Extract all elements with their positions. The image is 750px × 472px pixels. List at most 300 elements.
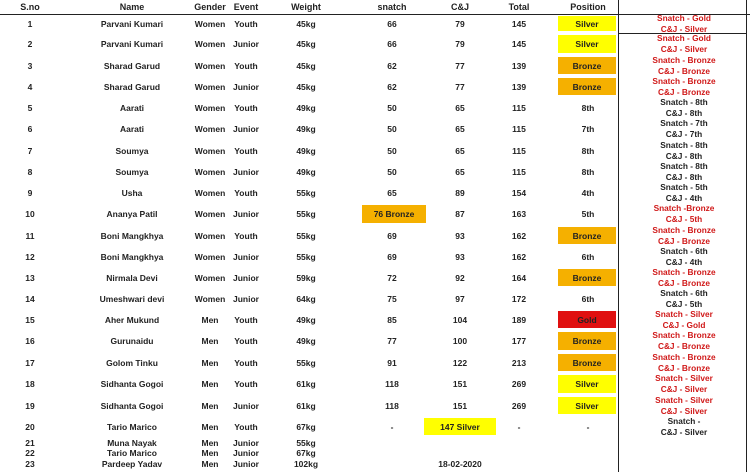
cell-sno: 10 <box>25 209 35 219</box>
cell-cj: 122 <box>452 357 468 368</box>
cell-gender: Men <box>201 400 219 411</box>
table-row <box>0 161 618 182</box>
cell-event: Youth <box>234 60 258 71</box>
table-row <box>0 437 618 448</box>
cell-sno: 15 <box>25 314 35 325</box>
cell-gender: Men <box>201 357 219 368</box>
cell-gender: Men <box>201 379 219 389</box>
cell-cj: 87 <box>455 209 465 219</box>
remark-cell <box>622 55 746 76</box>
header-gender: Gender <box>188 0 232 15</box>
remark-cj: C&J - 4th <box>665 256 703 267</box>
cell-name: Gurunaidu <box>110 336 154 346</box>
remark-snatch: Snatch - Silver <box>655 373 713 383</box>
cell-position: Bronze <box>558 332 616 350</box>
remark-snatch: Snatch - Bronze <box>652 54 716 65</box>
remark-cj: C&J - 7th <box>665 129 703 139</box>
cell-total: 163 <box>511 209 527 219</box>
cell-weight: 102kg <box>293 459 319 469</box>
cell-sno: 19 <box>25 400 35 411</box>
cell-gender: Women <box>194 102 226 113</box>
cell-snatch: 65 <box>387 187 397 198</box>
remark-snatch: Snatch - Bronze <box>652 330 716 340</box>
remark-cell <box>622 33 746 55</box>
header-snatch: snatch <box>362 0 422 15</box>
cell-snatch: 69 <box>387 251 397 262</box>
table-row <box>0 182 618 203</box>
cell-gender: Women <box>194 18 226 29</box>
cell-position: Silver <box>558 35 616 53</box>
cell-name: Tario Marico <box>107 448 157 458</box>
cell-event: Youth <box>234 18 258 29</box>
cell-event: Junior <box>233 166 259 177</box>
cell-weight: 55kg <box>296 357 316 368</box>
remark-snatch: Snatch - 8th <box>660 96 708 107</box>
cell-gender: Women <box>194 39 226 49</box>
cell-name: Aarati <box>119 102 145 113</box>
remark-snatch: Snatch - Bronze <box>652 351 716 362</box>
cell-name: Parvani Kumari <box>100 39 164 49</box>
cell-total: - <box>517 421 521 432</box>
cell-sno: 9 <box>27 187 33 198</box>
remark-cell <box>622 246 746 267</box>
remark-cell <box>622 330 746 352</box>
cell-name: Aher Mukund <box>104 314 160 325</box>
header-sno: S.no <box>10 0 50 15</box>
cell-cj: 104 <box>452 314 468 325</box>
cell-position: Silver <box>558 375 616 393</box>
remark-cell <box>622 373 746 395</box>
cell-snatch <box>362 458 422 470</box>
cell-event: Youth <box>234 357 258 368</box>
table-row <box>0 288 618 309</box>
remark-cj: C&J - Bronze <box>657 362 711 373</box>
cell-weight: 49kg <box>296 124 316 134</box>
grid-vline <box>746 0 747 472</box>
table-row <box>0 118 618 140</box>
cell-total: 154 <box>511 187 527 198</box>
cell-event: Junior <box>233 124 259 134</box>
table-row <box>0 140 618 161</box>
cell-gender: Women <box>194 293 226 304</box>
remark-snatch: Snatch - Bronze <box>652 266 716 277</box>
remark-cj: C&J - Bronze <box>657 341 711 351</box>
cell-weight: 55kg <box>296 251 316 262</box>
cell-position: Bronze <box>558 78 616 95</box>
remark-snatch: Snatch - Silver <box>655 308 713 319</box>
cell-total: 162 <box>511 251 527 262</box>
table-row <box>0 395 618 416</box>
cell-name: Pardeep Yadav <box>101 459 163 469</box>
cell-gender: Men <box>201 459 219 469</box>
table-row <box>0 203 618 225</box>
cell-event: Youth <box>234 379 258 389</box>
cell-sno: 16 <box>25 336 35 346</box>
cell-cj: 77 <box>455 81 465 92</box>
cell-sno: 11 <box>25 230 35 241</box>
remark-cell <box>622 161 746 182</box>
cell-position: 8th <box>581 166 595 177</box>
cell-sno: 2 <box>27 39 33 49</box>
cell-gender: Men <box>201 448 219 458</box>
cell-position: Bronze <box>558 354 616 371</box>
cell-weight: 45kg <box>296 18 316 29</box>
cell-weight: 59kg <box>296 272 316 283</box>
table-row <box>0 458 618 470</box>
cell-gender: Women <box>194 251 226 262</box>
cell-cj: 92 <box>455 272 465 283</box>
cell-name: Sharad Garud <box>103 81 161 92</box>
cell-gender: Men <box>201 421 219 432</box>
cell-cj: 147 Silver <box>424 418 496 435</box>
cell-weight: 61kg <box>296 379 316 389</box>
cell-total: 139 <box>511 81 527 92</box>
cell-weight: 49kg <box>296 336 316 346</box>
header-event: Event <box>226 0 266 15</box>
cell-cj: 93 <box>455 230 465 241</box>
cell-sno: 5 <box>27 102 33 113</box>
cell-cj: 151 <box>452 379 468 389</box>
cell-sno: 4 <box>27 81 33 92</box>
cell-event: Junior <box>233 448 259 458</box>
remark-cj: C&J - Silver <box>660 384 708 394</box>
cell-name: Sharad Garud <box>103 60 161 71</box>
cell-total: 115 <box>512 166 526 177</box>
cell-gender: Women <box>194 124 226 134</box>
cell-sno: 23 <box>25 459 35 469</box>
cell-total: 145 <box>511 39 527 49</box>
remark-cell <box>622 416 746 437</box>
cell-cj <box>425 437 495 448</box>
cell-event: Youth <box>234 187 258 198</box>
cell-sno: 3 <box>27 60 33 71</box>
cell-name: Muna Nayak <box>107 437 157 448</box>
cell-event: Youth <box>234 421 258 432</box>
cell-position: Silver <box>558 397 616 414</box>
cell-name: Sidhanta Gogoi <box>100 400 164 411</box>
cell-sno: 8 <box>27 166 33 177</box>
remark-cell <box>622 203 746 225</box>
cell-position: 6th <box>581 251 595 262</box>
cell-weight: 45kg <box>296 60 316 71</box>
cell-snatch: 85 <box>387 314 397 325</box>
cell-gender: Women <box>194 166 226 177</box>
cell-weight: 45kg <box>296 39 316 49</box>
remark-cj: C&J - 8th <box>665 150 703 161</box>
remark-cell <box>622 267 746 288</box>
cell-gender: Men <box>201 437 219 448</box>
cell-weight: 55kg <box>296 187 316 198</box>
cell-snatch: 50 <box>387 166 397 177</box>
remark-cell <box>622 352 746 373</box>
cell-weight: 45kg <box>296 81 316 92</box>
remark-snatch: Snatch - 7th <box>660 118 708 128</box>
remark-snatch: Snatch - 6th <box>660 245 708 256</box>
cell-position: Silver <box>558 16 616 31</box>
cell-name: Tario Marico <box>107 421 157 432</box>
cell-position: Bronze <box>558 57 616 74</box>
remark-cj: C&J - Silver <box>660 23 708 34</box>
cell-sno: 13 <box>25 272 35 283</box>
cell-sno: 20 <box>25 421 35 432</box>
cell-cj: 65 <box>455 145 465 156</box>
cell-snatch: 50 <box>387 145 397 156</box>
cell-event: Junior <box>233 209 259 219</box>
table-row <box>0 416 618 437</box>
cell-position: 4th <box>581 187 595 198</box>
cell-total: 269 <box>511 400 527 411</box>
cell-name: Soumya <box>115 166 149 177</box>
cell-cj: 18-02-2020 <box>438 459 482 469</box>
cell-event: Junior <box>233 400 259 411</box>
cell-total <box>499 448 539 458</box>
cell-position: 5th <box>581 209 595 219</box>
remark-snatch: Snatch - 6th <box>660 287 708 298</box>
table-row <box>0 33 618 55</box>
table-row <box>0 14 618 33</box>
cell-gender: Women <box>194 60 226 71</box>
cell-snatch: 76 Bronze <box>362 205 426 223</box>
cell-name: Ananya Patil <box>106 209 158 219</box>
remark-cj: C&J - 8th <box>665 171 703 182</box>
cell-weight: 64kg <box>296 293 316 304</box>
remark-cell <box>622 182 746 203</box>
remark-cj: C&J - Bronze <box>657 277 711 288</box>
cell-cj: 79 <box>455 39 465 49</box>
header-position: Position <box>559 0 617 15</box>
cell-gender: Women <box>194 209 226 219</box>
cell-total: 139 <box>511 60 527 71</box>
cell-gender: Men <box>201 314 219 325</box>
table-row <box>0 246 618 267</box>
table-row <box>0 225 618 246</box>
cell-snatch: 62 <box>387 60 397 71</box>
cell-snatch: 72 <box>387 272 397 283</box>
cell-cj: 93 <box>455 251 465 262</box>
cell-position: Gold <box>558 311 616 328</box>
cell-total: 177 <box>511 336 527 346</box>
cell-gender: Women <box>194 187 226 198</box>
cell-name: Golom Tinku <box>106 357 158 368</box>
cell-name: Sidhanta Gogoi <box>100 379 164 389</box>
cell-event: Youth <box>234 145 258 156</box>
table-row <box>0 373 618 395</box>
cell-snatch: 77 <box>387 336 397 346</box>
cell-position <box>559 448 617 458</box>
table-row <box>0 330 618 352</box>
remark-cj: C&J - 5th <box>665 214 703 224</box>
cell-cj: 151 <box>452 400 468 411</box>
cell-event: Junior <box>233 272 259 283</box>
remark-cj: C&J - Silver <box>660 405 708 416</box>
cell-snatch: 75 <box>387 293 397 304</box>
cell-name: Boni Mangkhya <box>100 251 164 262</box>
remark-snatch: Snatch - 8th <box>660 160 708 171</box>
remark-snatch: Snatch - Silver <box>655 394 713 405</box>
cell-name: Usha <box>121 187 143 198</box>
table-row <box>0 76 618 97</box>
cell-weight: 49kg <box>296 102 316 113</box>
cell-weight: 55kg <box>296 437 316 448</box>
cell-event: Junior <box>233 437 259 448</box>
cell-cj: 65 <box>455 102 465 113</box>
cell-weight: 55kg <box>296 209 316 219</box>
cell-event: Youth <box>234 314 258 325</box>
cell-weight: 49kg <box>296 166 316 177</box>
cell-snatch <box>362 437 422 448</box>
cell-snatch: 66 <box>387 39 397 49</box>
cell-snatch: 91 <box>387 357 397 368</box>
cell-sno: 14 <box>25 293 35 304</box>
remark-cj: C&J - Bronze <box>657 235 711 246</box>
cell-position: Bronze <box>558 269 616 286</box>
remark-snatch: Snatch - Gold <box>657 33 711 43</box>
cell-name: Nirmala Devi <box>106 272 158 283</box>
cell-weight: 55kg <box>296 230 316 241</box>
cell-position: 7th <box>581 124 595 134</box>
cell-name: Umeshwari devi <box>99 293 165 304</box>
cell-total: 115 <box>512 124 526 134</box>
remark-cj: C&J - Silver <box>660 44 708 54</box>
cell-cj: 79 <box>455 18 465 29</box>
cell-total: 189 <box>511 314 527 325</box>
cell-gender: Women <box>194 230 226 241</box>
cell-total <box>499 458 539 470</box>
header-cj: C&J <box>425 0 495 15</box>
cell-weight: 67kg <box>296 421 316 432</box>
remark-snatch: Snatch - Bronze <box>652 75 716 86</box>
cell-gender: Women <box>194 145 226 156</box>
remark-cj: C&J - Bronze <box>657 65 711 76</box>
cell-sno: 6 <box>27 124 33 134</box>
table-row <box>0 97 618 118</box>
header-total: Total <box>499 0 539 15</box>
cell-weight: 49kg <box>296 145 316 156</box>
cell-sno: 1 <box>27 18 33 29</box>
cell-snatch: - <box>390 421 394 432</box>
cell-total: 115 <box>512 102 526 113</box>
cell-gender: Women <box>194 81 226 92</box>
remark-snatch: Snatch - 5th <box>660 181 708 192</box>
cell-position: Bronze <box>558 227 616 244</box>
table-row <box>0 352 618 373</box>
header-name: Name <box>72 0 192 15</box>
remark-cell <box>622 140 746 161</box>
cell-total: 269 <box>511 379 527 389</box>
cell-event: Youth <box>234 336 258 346</box>
cell-event: Junior <box>233 293 259 304</box>
table-row <box>0 309 618 330</box>
cell-total: 145 <box>511 18 527 29</box>
cell-snatch: 50 <box>387 124 397 134</box>
cell-snatch: 69 <box>387 230 397 241</box>
cell-position <box>559 437 617 448</box>
cell-name: Soumya <box>115 145 149 156</box>
remark-cell <box>622 288 746 309</box>
cell-snatch: 118 <box>385 400 399 411</box>
cell-event: Junior <box>233 39 259 49</box>
cell-total: 213 <box>511 357 527 368</box>
cell-snatch: 50 <box>387 102 397 113</box>
remark-cell <box>622 76 746 97</box>
cell-name: Aarati <box>119 124 145 134</box>
cell-total <box>499 437 539 448</box>
remark-snatch: Snatch - <box>667 415 701 426</box>
cell-cj: 100 <box>452 336 468 346</box>
cell-event: Junior <box>233 459 259 469</box>
remark-cj: C&J - 5th <box>665 298 703 309</box>
cell-sno: 22 <box>25 448 35 458</box>
cell-total: 164 <box>511 272 527 283</box>
remark-cell <box>622 14 746 33</box>
table-row <box>0 448 618 458</box>
cell-event: Youth <box>234 102 258 113</box>
cell-name: Parvani Kumari <box>100 18 164 29</box>
remark-cj: C&J - 8th <box>665 107 703 118</box>
cell-cj: 77 <box>455 60 465 71</box>
cell-position: 6th <box>581 293 595 304</box>
cell-snatch: 62 <box>387 81 397 92</box>
remark-snatch: Snatch - Bronze <box>652 224 716 235</box>
cell-sno: 7 <box>27 145 33 156</box>
cell-snatch: 118 <box>385 379 399 389</box>
cell-event: Youth <box>234 230 258 241</box>
cell-cj: 89 <box>455 187 465 198</box>
cell-weight: 61kg <box>296 400 316 411</box>
cell-name: Boni Mangkhya <box>100 230 164 241</box>
remark-cell <box>622 118 746 140</box>
remark-cj: C&J - Bronze <box>657 86 711 97</box>
remark-cell <box>622 225 746 246</box>
cell-event: Junior <box>233 251 259 262</box>
remark-cj: C&J - Silver <box>660 426 708 437</box>
cell-event: Junior <box>233 81 259 92</box>
cell-gender: Women <box>194 272 226 283</box>
cell-position: - <box>586 421 590 432</box>
cell-weight: 67kg <box>296 448 316 458</box>
cell-cj: 65 <box>455 166 465 177</box>
cell-snatch: 66 <box>387 18 397 29</box>
table-row <box>0 267 618 288</box>
remark-cj: C&J - 4th <box>665 192 703 203</box>
cell-cj: 65 <box>455 124 465 134</box>
cell-total: 162 <box>511 230 527 241</box>
cell-gender: Men <box>201 336 219 346</box>
cell-position: 8th <box>581 102 595 113</box>
table-row <box>0 55 618 76</box>
cell-snatch <box>362 448 422 458</box>
cell-cj <box>425 448 495 458</box>
cell-weight: 49kg <box>296 314 316 325</box>
remark-snatch: Snatch - 8th <box>660 139 708 150</box>
remark-cell <box>622 309 746 330</box>
remark-snatch: Snatch - Gold <box>657 12 711 23</box>
grid-vline <box>618 0 619 472</box>
cell-total: 172 <box>511 293 527 304</box>
remark-cell <box>622 97 746 118</box>
cell-position <box>559 458 617 470</box>
cell-position: 8th <box>581 145 595 156</box>
cell-total: 115 <box>512 145 526 156</box>
cell-sno: 12 <box>25 251 35 262</box>
remark-snatch: Snatch -Bronze <box>653 203 715 213</box>
cell-sno: 21 <box>25 437 35 448</box>
remark-cj: C&J - Gold <box>662 319 706 330</box>
cell-cj: 97 <box>455 293 465 304</box>
cell-sno: 18 <box>25 379 35 389</box>
header-weight: Weight <box>281 0 331 15</box>
cell-sno: 17 <box>25 357 35 368</box>
